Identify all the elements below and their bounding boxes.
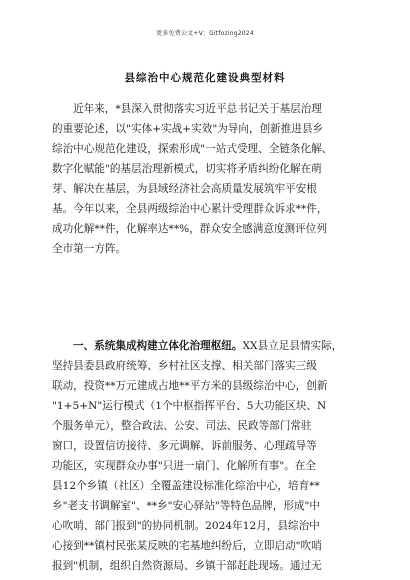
paragraph-line: 近年来，*县深入贯彻落实习近平总书记关于基层治理 — [73, 103, 322, 115]
section-heading: 一、系统集成构建立体化治理枢纽。 — [73, 340, 243, 352]
paragraph-section-one — [52, 336, 364, 576]
paragraph-line: 芽、解决在基层，为县域经济社会高质量发展筑牢平安根 — [52, 183, 317, 195]
paragraph-line: "1+5+N"运行模式（1个中枢指挥平台、5大功能区块、N — [52, 400, 327, 412]
document-title: 县综治中心规范化建设典型材料 — [124, 72, 286, 84]
paragraph-line: 数字化赋能"的基层治理新模式，切实将矛盾纠纷化解在萌 — [52, 163, 322, 175]
paragraph-line: 窗口，设置信访接待、多元调解、诉前服务、心理疏导等 — [52, 440, 317, 452]
paragraph-line: 综治中心规范化建设，探索形成"一站式受理、全链条化解、 — [52, 143, 333, 155]
paragraph-line: 功能区，实现群众办事"只进一扇门、化解所有事"。在全 — [52, 460, 316, 472]
paragraph-line: 个服务单元），整合政法、公安、司法、民政等部门常驻 — [52, 420, 312, 432]
section-heading-rest: XX县立足县情实际， — [242, 340, 343, 352]
header-note: 更多免费公文+V：Gitfozing2024 — [156, 30, 254, 37]
paragraph-line: 乡"老支书调解室"、**乡"安心驿站"等特色品牌，形成"中 — [52, 500, 321, 512]
paragraph-line: 全市第一方阵。 — [52, 243, 127, 255]
section-heading-line — [52, 336, 364, 356]
paragraph-line: 心吹哨、部门报到"的协同机制。2024年12月，县综治中 — [52, 520, 320, 532]
paragraph-line: 坚持县委县政府统筹、乡村社区支撑、相关部门落实三级 — [52, 360, 317, 372]
paragraph-intro — [52, 99, 364, 259]
paragraph-line: 报到"机制，组织自然资源局、乡镇干部赶赴现场。通过无 — [52, 560, 322, 572]
paragraph-line: 联动，投资**万元建成占地**平方米的县级综治中心，创新 — [52, 380, 328, 392]
paragraph-line: 成功化解**件，化解率达**%，群众安全感满意度测评位列 — [52, 223, 327, 235]
paragraph-line: 基。今年以来，全县两级综治中心累计受理群众诉求**件， — [52, 203, 328, 215]
paragraph-line: 心接到**镇村民张某反映的宅基地纠纷后，立即启动"吹哨 — [52, 540, 322, 552]
paragraph-line: 县12个乡镇（社区）全覆盖建设标准化综治中心，培育** — [52, 480, 320, 492]
paragraph-line: 的重要论述，以"实体+实战+实效"为导向，创新推进县乡 — [52, 123, 324, 135]
